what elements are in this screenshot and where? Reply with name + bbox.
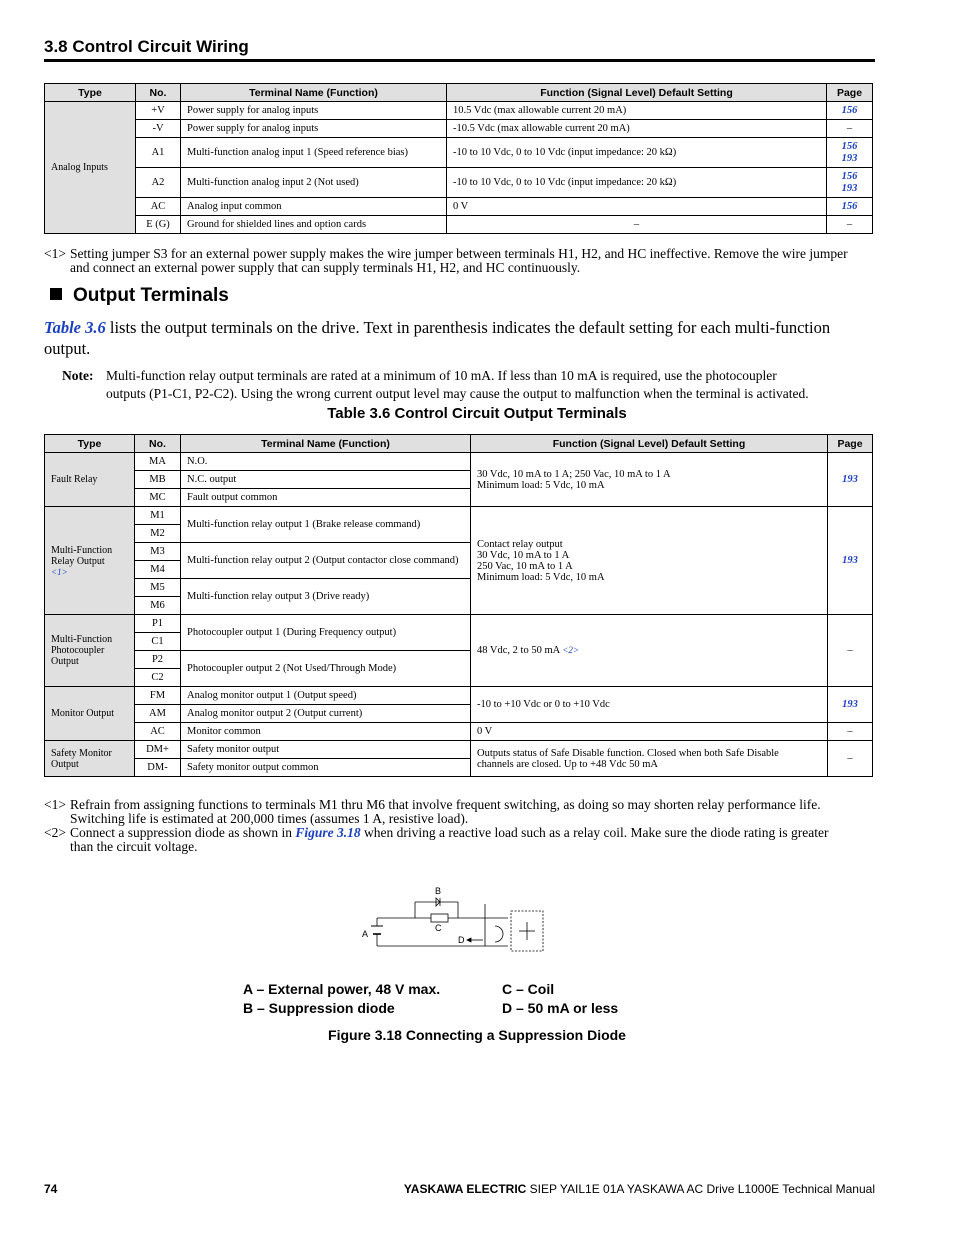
- footnote-text: when driving a reactive load such as a relay coil. Make sure the diode rating is greater: [360, 825, 829, 840]
- terminal-name: Ground for shielded lines and option cards: [181, 216, 447, 234]
- terminal-function: -10.5 Vdc (max allowable current 20 mA): [447, 120, 827, 138]
- func-line: 250 Vac, 10 mA to 1 A: [477, 560, 573, 572]
- table-row: [45, 741, 873, 759]
- terminal-name: N.O.: [181, 453, 471, 471]
- col-page: Page: [827, 84, 873, 102]
- footnote-relay: [44, 798, 874, 826]
- page-link[interactable]: 193: [828, 453, 873, 507]
- type-cell: Monitor Output: [45, 687, 135, 741]
- terminal-no: AM: [135, 705, 181, 723]
- func-line: Outputs status of Safe Disable function. Closed when both Safe Disable: [477, 747, 779, 759]
- heading-text: Output Terminals: [73, 285, 229, 306]
- terminal-function: 0 V: [471, 723, 828, 741]
- terminal-name: Analog input common: [181, 198, 447, 216]
- section-heading: 3.8 Control Circuit Wiring: [44, 37, 249, 56]
- footnote-jumper: [44, 247, 874, 275]
- type-line: Output: [51, 656, 79, 667]
- footnote-tag: <2>: [44, 825, 66, 840]
- terminal-name: Photocoupler output 1 (During Frequency output): [181, 615, 471, 651]
- col-name: Terminal Name (Function): [181, 84, 447, 102]
- footnote-diode: [44, 826, 874, 854]
- terminal-no: P2: [135, 651, 181, 669]
- terminal-name: Multi-function relay output 3 (Drive ready): [181, 579, 471, 615]
- func-line: 30 Vdc, 10 mA to 1 A: [477, 549, 570, 561]
- terminal-name: Power supply for analog inputs: [181, 120, 447, 138]
- note-line: outputs (P1-C1, P2-C2). Using the wrong current output level may cause the output to malfunction when the terminal is activated.: [106, 386, 809, 401]
- terminal-name: N.C. output: [181, 471, 471, 489]
- terminal-name: Multi-function relay output 1 (Brake release command): [181, 507, 471, 543]
- page-link[interactable]: 193: [841, 182, 858, 194]
- terminal-name: Power supply for analog inputs: [181, 102, 447, 120]
- terminal-function: [471, 615, 828, 687]
- func-line: channels are closed. Up to +48 Vdc 50 mA: [477, 758, 658, 770]
- func-text: 48 Vdc, 2 to 50 mA: [477, 645, 563, 656]
- terminal-no: M1: [135, 507, 181, 525]
- table-row: [45, 507, 873, 525]
- table-row: [45, 102, 873, 120]
- photocoupler-icon: [495, 911, 543, 951]
- col-no: No.: [136, 84, 181, 102]
- footnote-line: Switching life is estimated at 200,000 times (assumes 1 A, resistive load).: [70, 811, 469, 826]
- table-row: [45, 198, 873, 216]
- legend-c: C – Coil: [502, 981, 555, 997]
- analog-inputs-table: [44, 83, 873, 234]
- col-type: Type: [45, 84, 136, 102]
- func-line: 30 Vdc, 10 mA to 1 A; 250 Vac, 10 mA to 1 A: [477, 468, 671, 480]
- type-cell: [45, 615, 135, 687]
- terminal-name: Safety monitor output: [181, 741, 471, 759]
- footnote-line: and connect an external power supply that can supply terminals H1, H2, and HC continuously.: [70, 260, 581, 275]
- col-name: Terminal Name (Function): [181, 435, 471, 453]
- note-label: Note:: [62, 368, 94, 383]
- page-link[interactable]: 193: [828, 687, 873, 723]
- footnote-line: Setting jumper S3 for an external power supply makes the wire jumper between terminals H1, H2, and HC ineffective. Remove the wire jumper: [70, 246, 848, 261]
- terminal-no: M6: [135, 597, 181, 615]
- terminal-no: E (G): [136, 216, 181, 234]
- terminal-name: Photocoupler output 2 (Not Used/Through Mode): [181, 651, 471, 687]
- terminal-function: 10.5 Vdc (max allowable current 20 mA): [447, 102, 827, 120]
- terminal-no: MC: [135, 489, 181, 507]
- page-cell: –: [828, 741, 873, 777]
- type-line: Multi-Function: [51, 544, 113, 556]
- terminal-no: A2: [136, 168, 181, 198]
- figure-caption: Figure 3.18 Connecting a Suppression Diode: [328, 1027, 626, 1043]
- label-b: B: [435, 886, 442, 896]
- terminal-name: Fault output common: [181, 489, 471, 507]
- footer-doc-title: [404, 1182, 875, 1196]
- note-line: Multi-function relay output terminals are rated at a minimum of 10 mA. If less than 10 mA is required, use the photocoupler: [106, 368, 777, 383]
- legend-a: A – External power, 48 V max.: [243, 981, 441, 997]
- table-row: [45, 453, 873, 471]
- terminal-no: M5: [135, 579, 181, 597]
- footnote-tag: <1>: [44, 797, 66, 812]
- col-no: No.: [135, 435, 181, 453]
- type-cell: Fault Relay: [45, 453, 135, 507]
- footer-doc: SIEP YAIL1E 01A YASKAWA AC Drive L1000E Technical Manual: [526, 1182, 875, 1196]
- type-cell: [45, 507, 135, 615]
- terminal-no: M2: [135, 525, 181, 543]
- terminal-function: [471, 507, 828, 615]
- footnote-tag: <1>: [44, 246, 66, 261]
- terminal-no: DM-: [135, 759, 181, 777]
- output-terminals-heading: [50, 285, 229, 307]
- table-title: Table 3.6 Control Circuit Output Terminals: [327, 405, 627, 422]
- terminal-no: P1: [135, 615, 181, 633]
- terminal-function: [471, 453, 828, 507]
- type-line: Photocoupler: [51, 645, 105, 656]
- terminal-name: Multi-function analog input 2 (Not used): [181, 168, 447, 198]
- terminal-name: Monitor common: [181, 723, 471, 741]
- circuit-wires: [377, 902, 508, 946]
- page-cell: –: [828, 723, 873, 741]
- type-line: Relay Output: [51, 555, 105, 567]
- terminal-function: [471, 741, 828, 777]
- col-page: Page: [828, 435, 873, 453]
- type-line: Safety Monitor: [51, 747, 112, 759]
- terminal-no: +V: [136, 102, 181, 120]
- table-row: [45, 138, 873, 168]
- terminal-no: AC: [135, 723, 181, 741]
- func-line: Minimum load: 5 Vdc, 10 mA: [477, 571, 605, 583]
- note-block: [62, 367, 877, 403]
- footer-brand: YASKAWA ELECTRIC: [403, 1182, 527, 1196]
- terminal-no: A1: [136, 138, 181, 168]
- page-link[interactable]: 193: [841, 152, 858, 164]
- footnote-text: Connect a suppression diode as shown in: [70, 825, 296, 840]
- table-row: [45, 723, 873, 741]
- suppression-diode-diagram: [355, 882, 550, 954]
- terminal-no: M4: [135, 561, 181, 579]
- terminal-no: -V: [136, 120, 181, 138]
- page-number: 74: [44, 1182, 58, 1196]
- table-row: [45, 120, 873, 138]
- terminal-no: FM: [135, 687, 181, 705]
- coil-icon: [431, 914, 448, 922]
- page-cell: –: [827, 120, 873, 138]
- func-line: Minimum load: 5 Vdc, 10 mA: [477, 479, 605, 491]
- terminal-no: DM+: [135, 741, 181, 759]
- type-cell: Analog Inputs: [45, 102, 136, 234]
- page-link[interactable]: 156: [827, 198, 873, 216]
- label-c: C: [435, 923, 442, 933]
- table-row: [45, 168, 873, 198]
- table-row: [45, 216, 873, 234]
- terminal-function: –: [447, 216, 827, 234]
- table-row: [45, 687, 873, 705]
- type-line: Multi-Function: [51, 634, 113, 645]
- terminal-name: Safety monitor output common: [181, 759, 471, 777]
- footnote-line: Refrain from assigning functions to terminals M1 thru M6 that involve frequent switching, as doing so may shorten relay performance life.: [70, 797, 821, 812]
- page-link[interactable]: 156: [841, 170, 858, 182]
- legend-b: B – Suppression diode: [243, 1000, 395, 1016]
- table-header-row: [45, 435, 873, 453]
- terminal-name: Analog monitor output 2 (Output current): [181, 705, 471, 723]
- terminal-no: AC: [136, 198, 181, 216]
- footnote-ref-link[interactable]: <2>: [562, 645, 579, 655]
- intro-paragraph: [44, 317, 874, 359]
- terminal-name: Multi-function relay output 2 (Output contactor close command): [181, 543, 471, 579]
- footnote-line: than the circuit voltage.: [70, 839, 198, 854]
- output-terminals-table: [44, 434, 873, 777]
- terminal-function: -10 to 10 Vdc, 0 to 10 Vdc (input impedance: 20 kΩ): [447, 138, 827, 168]
- page-cell: –: [827, 216, 873, 234]
- intro-text: lists the output terminals on the drive. Text in parenthesis indicates the default setting for each multi-function output.: [44, 318, 831, 358]
- col-type: Type: [45, 435, 135, 453]
- col-func: Function (Signal Level) Default Setting: [471, 435, 828, 453]
- terminal-no: MB: [135, 471, 181, 489]
- page-link[interactable]: 156: [827, 102, 873, 120]
- page-cell: [827, 168, 873, 198]
- label-a: A: [362, 929, 369, 939]
- footnote-ref-link[interactable]: <1>: [51, 566, 68, 577]
- battery-icon: [371, 926, 383, 934]
- table-header-row: [45, 84, 873, 102]
- page-cell: –: [828, 615, 873, 687]
- square-bullet-icon: [50, 288, 62, 300]
- terminal-function: -10 to 10 Vdc, 0 to 10 Vdc (input impedance: 20 kΩ): [447, 168, 827, 198]
- terminal-function: -10 to +10 Vdc or 0 to +10 Vdc: [471, 687, 828, 723]
- terminal-no: C1: [135, 633, 181, 651]
- terminal-name: Multi-function analog input 1 (Speed reference bias): [181, 138, 447, 168]
- figure-link[interactable]: Figure 3.18: [295, 825, 361, 840]
- label-d: D: [458, 935, 465, 945]
- page-link[interactable]: 193: [828, 507, 873, 615]
- terminal-no: MA: [135, 453, 181, 471]
- col-func: Function (Signal Level) Default Setting: [447, 84, 827, 102]
- table-row: [45, 615, 873, 633]
- table-link[interactable]: Table 3.6: [44, 318, 106, 337]
- terminal-name: Analog monitor output 1 (Output speed): [181, 687, 471, 705]
- terminal-function: 0 V: [447, 198, 827, 216]
- terminal-no: C2: [135, 669, 181, 687]
- footnote-line: [44, 826, 874, 840]
- terminal-no: M3: [135, 543, 181, 561]
- legend-d: D – 50 mA or less: [502, 1000, 619, 1016]
- page-cell: [827, 138, 873, 168]
- type-cell: [45, 741, 135, 777]
- arrow-icon: [467, 938, 483, 942]
- section-rule: [44, 59, 875, 62]
- func-line: Contact relay output: [477, 538, 563, 550]
- page-link[interactable]: 156: [841, 140, 858, 152]
- type-line: Output: [51, 758, 79, 770]
